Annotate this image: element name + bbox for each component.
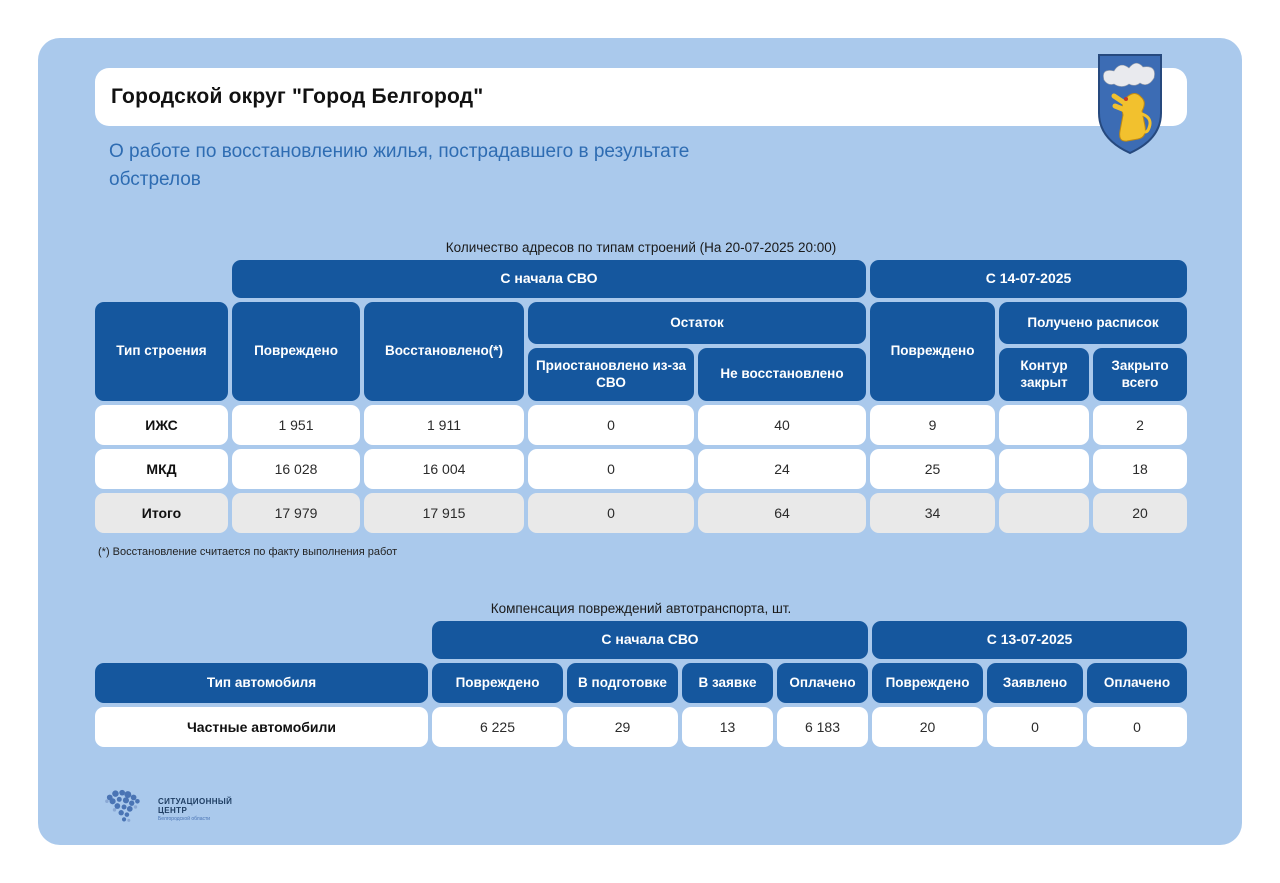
table-cell: 0 (1087, 707, 1187, 747)
table1-title: Количество адресов по типам строений (На 20-07-2025 20:00) (445, 240, 837, 255)
table-cell: 20 (1093, 493, 1187, 533)
table-cell: Итого (95, 493, 228, 533)
table-cell: МКД (95, 449, 228, 489)
col-header-damaged-recent: Повреждено (870, 302, 995, 401)
col-header-declared: Заявлено (987, 663, 1083, 703)
col-header-damaged: Повреждено (432, 663, 563, 703)
table-cell: Частные автомобили (95, 707, 428, 747)
situation-center-logo (100, 786, 232, 833)
table2-group-svo: С начала СВО (432, 621, 868, 659)
col-header-not-restored: Не восстановлено (698, 348, 866, 401)
page-header (95, 68, 1187, 126)
table-cell: 1 951 (232, 405, 360, 445)
col-header-in-preparation: В подготовке (567, 663, 678, 703)
logo-text-line2: ЦЕНТР (158, 806, 188, 815)
report-card (38, 38, 1242, 845)
vehicles-table (95, 621, 1187, 747)
page-title: Городской округ "Город Белгород" (111, 85, 484, 108)
col-header-vehicle-type: Тип автомобиля (95, 663, 428, 703)
table1-group-since: С 14-07-2025 (870, 260, 1187, 298)
table-cell: 0 (528, 449, 694, 489)
table2-title: Компенсация повреждений автотранспорта, шт. (490, 601, 792, 616)
col-header-damaged: Повреждено (232, 302, 360, 401)
logo-text-line1: СИТУАЦИОННЫЙ (158, 797, 233, 806)
col-header-type: Тип строения (95, 302, 228, 401)
table1-footnote: (*) Восстановление считается по факту выполнения работ (98, 546, 398, 558)
table-cell (999, 405, 1089, 445)
region-map-icon (100, 786, 150, 833)
table-cell: 0 (987, 707, 1083, 747)
table-cell: 0 (528, 405, 694, 445)
col-header-restored: Восстановлено(*) (364, 302, 524, 401)
table-cell: 17 979 (232, 493, 360, 533)
logo-text-line3: Белгородской области (158, 816, 211, 822)
table-cell: 13 (682, 707, 773, 747)
table2-group-since: С 13-07-2025 (872, 621, 1187, 659)
col-header-remainder: Остаток (528, 302, 866, 344)
belgorod-coat-of-arms-icon (1096, 53, 1164, 155)
table1-group-svo: С начала СВО (232, 260, 866, 298)
page-subtitle: О работе по восстановлению жилья, пострадавшего в результате обстрелов (109, 141, 690, 190)
col-header-paid-recent: Оплачено (1087, 663, 1187, 703)
table-cell: 16 004 (364, 449, 524, 489)
table-cell (999, 449, 1089, 489)
table-cell: 1 911 (364, 405, 524, 445)
table-cell: 17 915 (364, 493, 524, 533)
table-cell: 6 225 (432, 707, 563, 747)
col-header-in-request: В заявке (682, 663, 773, 703)
col-header-suspended: Приостановлено из-за СВО (528, 348, 694, 401)
col-header-receipts: Получено расписок (999, 302, 1187, 344)
table-cell: 25 (870, 449, 995, 489)
table-cell (999, 493, 1089, 533)
col-header-damaged-recent: Повреждено (872, 663, 983, 703)
table-cell: 29 (567, 707, 678, 747)
table-cell: 40 (698, 405, 866, 445)
buildings-table (95, 260, 1187, 533)
table-cell: 64 (698, 493, 866, 533)
table-cell: 34 (870, 493, 995, 533)
table-cell: 20 (872, 707, 983, 747)
table-cell: 2 (1093, 405, 1187, 445)
table-cell: 24 (698, 449, 866, 489)
table-cell: ИЖС (95, 405, 228, 445)
col-header-paid: Оплачено (777, 663, 868, 703)
table-cell: 6 183 (777, 707, 868, 747)
table-cell: 9 (870, 405, 995, 445)
table-cell: 0 (528, 493, 694, 533)
col-header-closed-total: Закрыто всего (1093, 348, 1187, 401)
table-cell: 16 028 (232, 449, 360, 489)
table-cell: 18 (1093, 449, 1187, 489)
col-header-contour-closed: Контур закрыт (999, 348, 1089, 401)
